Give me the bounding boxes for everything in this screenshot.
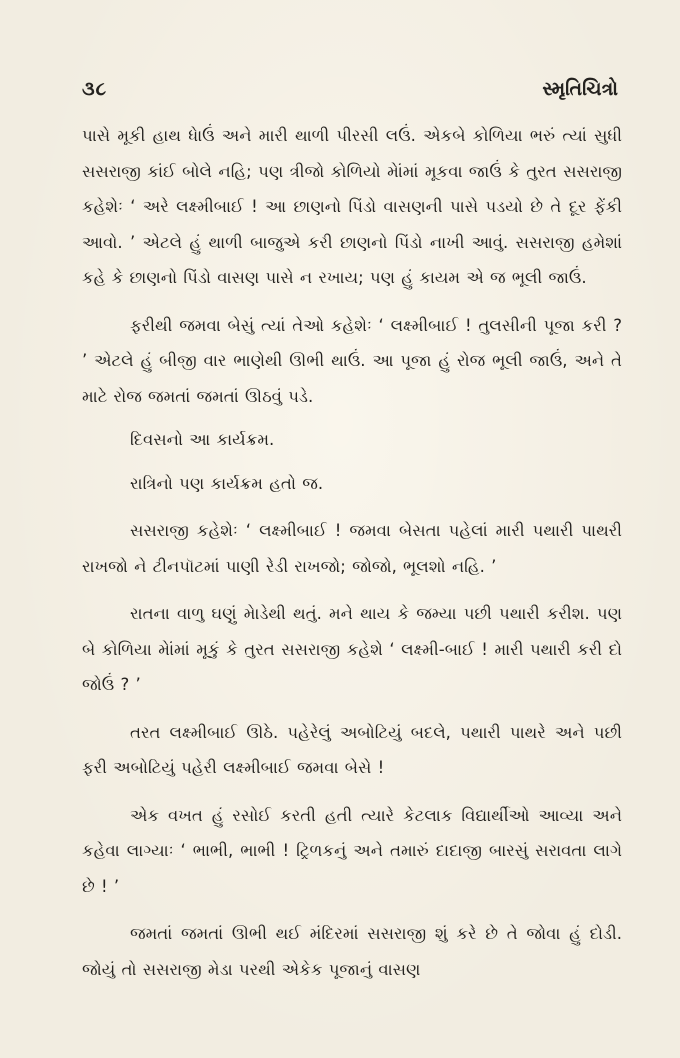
page-number: ૩૮: [82, 78, 108, 100]
running-title: સ્મૃતિચિત્રો: [542, 78, 618, 100]
paragraph: ફરીથી જમવા બેસું ત્યાં તેઓ કહેશેઃ ‘ લક્ષ્મીબાઈ ! તુલસીની પૂજા કરી ? ’ એટલે હું બીજી વાર ભાણેથી ઊભી થાઉં. આ પૂજા હું રોજ ભૂલી જાઉં, અને તે માટે રોજ જમતાં જમતાં ઊઠવું પડે.: [82, 315, 622, 406]
paragraph: રાતના વાળુ ઘણું મેાડેથી થતું. મને થાય કે જમ્યા પછી પથારી કરીશ. પણ બે કોળિયા મેાંમાં મૂકું કે તુરત સસરાજી કહેશે ‘ લક્ષ્મી-બાઈ ! મારી પથારી કરી દો જોઉં ? ’: [82, 604, 622, 694]
paragraph: એક વખત હું રસોઈ કરતી હતી ત્યારે કેટલાક વિદ્યાર્થીઓ આવ્યા અને કહેવા લાગ્યાઃ ‘ ભાભી, ભાભી ! ટ્રિળકનું અને તમારું દાદાજી બારસું સરાવતા લાગે છે ! ’: [82, 805, 622, 896]
paragraph: જમતાં જમતાં ઊભી થઈ મંદિરમાં સસરાજી શું કરે છે તે જોવા હું દોડી. જોયું તો સસરાજી મેડા પરથી એકેક પૂજાનું વાસણ: [82, 924, 622, 979]
page-header: [82, 78, 618, 106]
paragraph: દિવસનો આ કાર્યક્રમ.: [130, 430, 275, 449]
paragraph: તરત લક્ષ્મીબાઈ ઊઠે. પહેરેલું અબોટિયું બદલે, પથારી પાથરે અને પછી ફરી અબોટિયું પહેરી લક્ષ્મીબાઈ જમવા બેસે !: [82, 722, 622, 777]
body-text: [82, 118, 622, 987]
paragraph: રાત્રિનો પણ કાર્યક્રમ હતો જ.: [130, 473, 324, 493]
paragraph: પાસે મૂકી હાથ ધેાઉં અને મારી થાળી પીરસી લઉં. એકબે કોળિયા ભરું ત્યાં સુધી સસરાજી કાંઈ બોલે નહિ; પણ ત્રીજો કોળિયો મેાંમાં મૂકવા જાઉં કે તુરત સસરાજી કહેશેઃ ‘ અરે લક્ષ્મીબાઈ ! આ છાણનો પિંડો વાસણની પાસે પડયો છે તે દૂર ફેંકી આવો. ’ એટલે હું થાળી બાજુએ કરી છાણનો પિંડો નાખી આવું. સસરાજી હમેશાં કહે કે છાણનો પિંડો વાસણ પાસે ન રખાય; પણ હું કાયમ એ જ ભૂલી જાઉં.: [82, 126, 622, 287]
paragraph: સસરાજી કહેશેઃ ‘ લક્ષ્મીબાઈ ! જમવા બેસતા પહેલાં મારી પથારી પાથરી રાખજો ને ટીનપૉટમાં પાણી રેડી રાખજો; જોજો, ભૂલશો નહિ. ’: [82, 521, 622, 576]
